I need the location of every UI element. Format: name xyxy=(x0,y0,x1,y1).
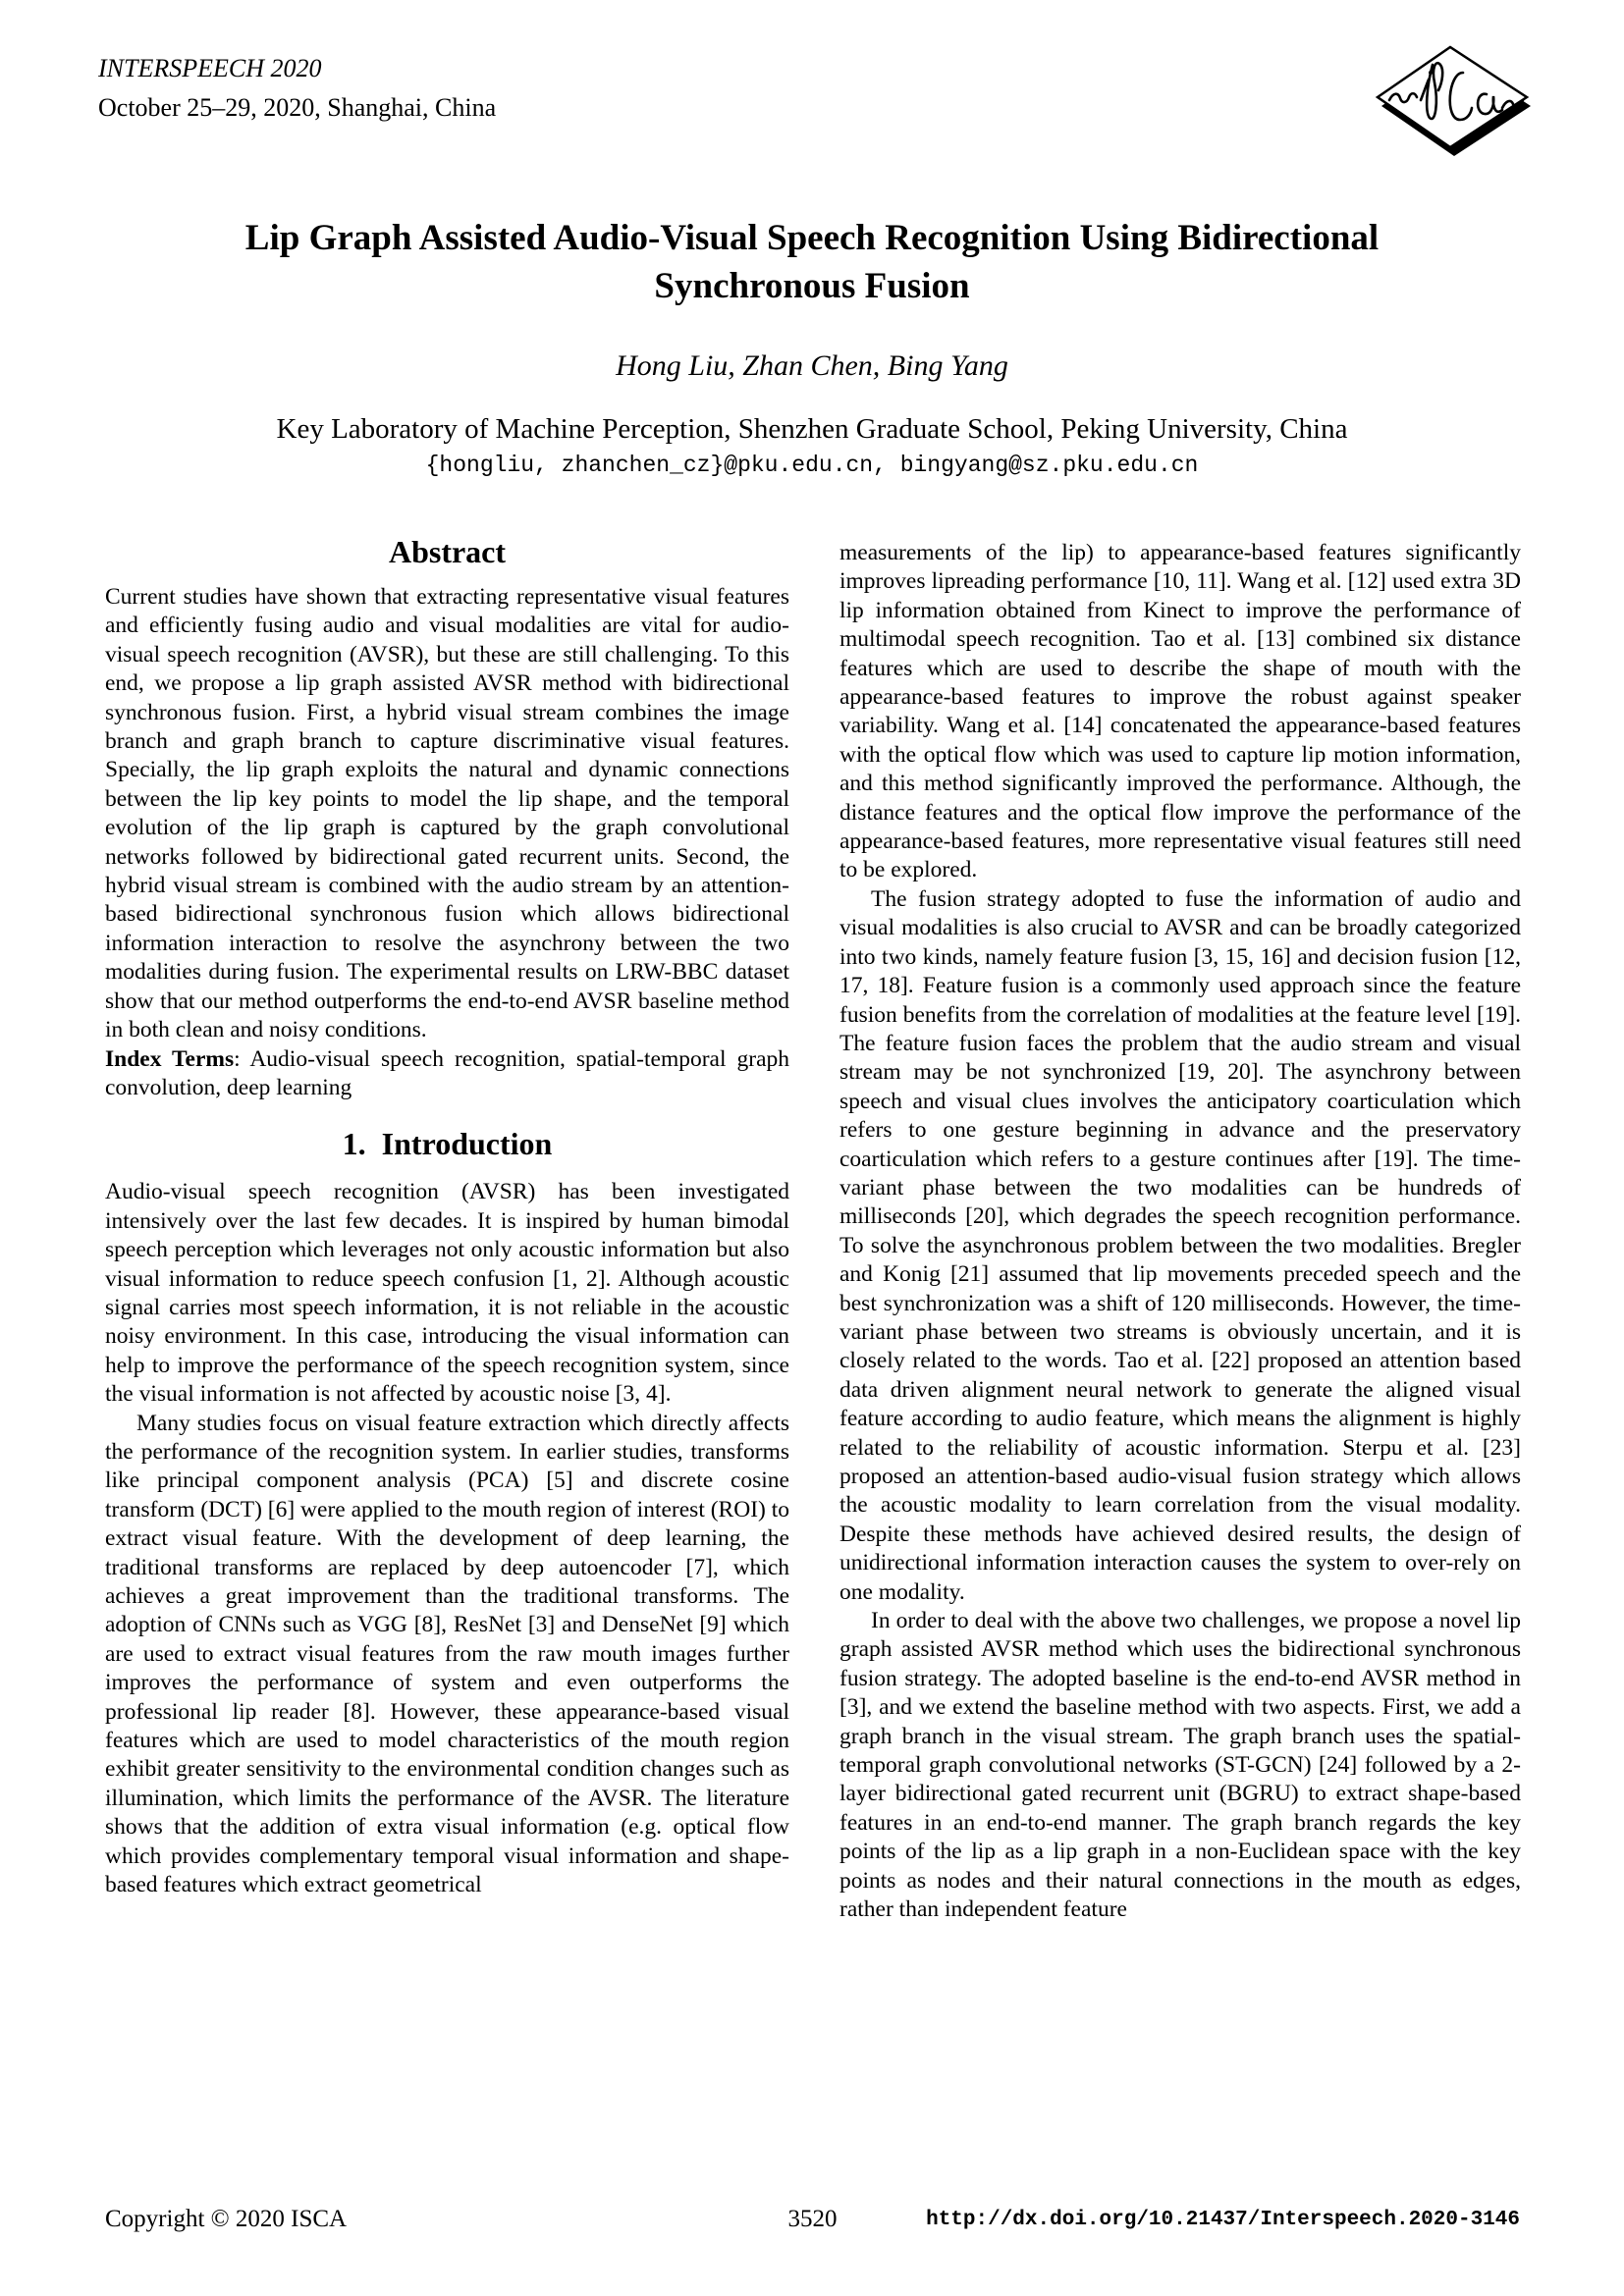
index-terms-label: Index Terms xyxy=(105,1045,235,1072)
section-number: 1. xyxy=(342,1126,366,1162)
abstract-text: Current studies have shown that extracting representative visual features and efficiently fusing audio and visual modalities are vital for audio-visual speech recognition (AVSR), but these are still challenging. To this end, we propose a lip graph assisted AVSR method with bidirectional synchronous fusion. First, a hybrid visual stream combines the image branch and graph branch to capture discriminative visual features. Specially, the lip graph exploits the natural and dynamic connections between the lip key points to model the lip shape, and the temporal evolution of the lip graph is captured by the graph convolutional networks followed by bidirectional gated recurrent units. Second, the hybrid visual stream is combined with the audio stream by an attention-based bidirectional synchronous fusion which allows bidirectional information interaction to resolve the asynchrony between the two modalities during fusion. The experimental results on LRW-BBC dataset show that our method outperforms the end-to-end AVSR baseline method in both clean and noisy conditions. xyxy=(105,584,789,1043)
index-terms xyxy=(105,1045,789,1103)
copyright-notice: Copyright © 2020 ISCA xyxy=(105,2206,348,2232)
intro-paragraph: Audio-visual speech recognition (AVSR) has been investigated intensively over the last few decades. It is inspired by human bimodal speech perception which leverages not only acoustic information but also visual information to reduce speech confusion [1, 2]. Although acoustic signal carries most speech information, it is not reliable in the acoustic noisy environment. In this case, introducing the visual information can help to improve the performance of the speech recognition system, since the visual information is not affected by acoustic noise [3, 4]. xyxy=(105,1179,789,1408)
intro-paragraph: Many studies focus on visual feature extraction which directly affects the performance of the recognition system. In earlier studies, transforms like principal component analysis (PCA) [5] and discrete cosine transform (DCT) [6] were applied to the mouth region of interest (ROI) to extract visual feature. With the development of deep learning, the traditional transforms are replaced by deep autoencoder [7], which achieves a great improvement than the traditional transforms. The adoption of CNNs such as VGG [8], ResNet [3] and DenseNet [9] which are used to extract visual features from the raw mouth images further improves the performance of system and even outperforms the professional lip reader [8]. However, these appearance-based visual features which are used to model characteristics of the mouth region exhibit greater sensitivity to the environmental condition changes such as illumination, which limits the performance of the AVSR. The literature shows that the addition of extra visual information (e.g. optical flow which provides complementary temporal visual information and shape-based features which extract geometrical xyxy=(105,1410,789,1898)
abstract-heading: Abstract xyxy=(388,534,507,569)
page-number: 3520 xyxy=(787,2206,838,2232)
intro-paragraph: The fusion strategy adopted to fuse the information of audio and visual modalities is also crucial to AVSR and can be broadly categorized into two kinds, namely feature fusion [3, 15, 16] and decision fusion [12, 17, 18]. Feature fusion is a commonly used approach since the feature fusion benefits from the correlation of modalities at the feature level [19]. The feature fusion faces the problem that the audio stream and visual stream may be not synchronized [19, 20]. The asynchrony between speech and visual clues involves the anticipatory coarticulation which refers to one gesture beginning in advance and the preservatory coarticulation which refers to a gesture continues after [19]. The time-variant phase between the two modalities can be hundreds of milliseconds [20], which degrades the speech recognition performance. To solve the asynchronous problem between the two modalities. Bregler and Konig [21] assumed that lip movements preceded speech and the best synchronization was a shift of 120 milliseconds. However, the time-variant phase between two streams is obviously uncertain, and it is closely related to the words. Tao et al. [22] proposed an attention based data driven alignment neural network to generate the aligned visual feature according to audio feature, which means the alignment is highly related to the reliability of acoustic information. Sterpu et al. [23] proposed an attention-based audio-visual fusion strategy which allows the acoustic modality to learn correlation from the visual modality. Despite these methods have achieved desired results, the design of unidirectional information interaction causes the system to over-rely on one modality. xyxy=(839,885,1521,1605)
intro-paragraph: In order to deal with the above two challenges, we propose a novel lip graph assisted AVSR method which uses the bidirectional synchronous fusion strategy. The adopted baseline is the end-to-end AVSR method in [3], and we extend the baseline method with two aspects. First, we add a graph branch in the visual stream. The graph branch uses the spatial-temporal graph convolutional networks (ST-GCN) [24] followed by a 2-layer bidirectional gated recurrent unit (BGRU) to extract shape-based features in an end-to-end manner. The graph branch regards the key points of the lip as a lip graph in a non-Euclidean space with the key points as nodes and their natural connections in the mouth as edges, rather than independent feature xyxy=(839,1608,1521,1923)
doi-link[interactable]: http://dx.doi.org/10.21437/Interspeech.2020-3146 xyxy=(926,2209,1520,2231)
conference-header xyxy=(98,49,496,128)
paper-title-line2: Synchronous Fusion xyxy=(654,266,970,306)
author-names: Hong Liu, Zhan Chen, Bing Yang xyxy=(616,349,1008,382)
right-column xyxy=(839,539,1521,1925)
index-terms-text: : Audio-visual speech recognition, spatial-temporal graph convolution, deep learning xyxy=(105,1045,789,1100)
conference-name: INTERSPEECH 2020 xyxy=(98,54,322,82)
intro-paragraph: measurements of the lip) to appearance-based features significantly improves lipreading performance [10, 11]. Wang et al. [12] used extra 3D lip information obtained from Kinect to improve the performance of multimodal speech recognition. Tao et al. [13] combined six distance features which are used to describe the shape of mouth with the appearance-based features to improve the robust against speaker variability. Wang et al. [14] concatenated the appearance-based features with the optical flow which was used to capture lip motion information, and this method significantly improved the performance. Although, the distance features and the optical flow improve the performance of the appearance-based features, more representative visual features still need to be explored. xyxy=(839,540,1521,883)
conference-dateline: October 25–29, 2020, Shanghai, China xyxy=(98,93,497,122)
isca-diamond-logo xyxy=(1370,35,1537,168)
paper-title xyxy=(0,214,1624,310)
author-emails: {hongliu, zhanchen_cz}@pku.edu.cn, bingyang@sz.pku.edu.cn xyxy=(425,453,1199,478)
paper-title-line1: Lip Graph Assisted Audio-Visual Speech Recognition Using Bidirectional xyxy=(244,218,1380,258)
affiliation: Key Laboratory of Machine Perception, Shenzhen Graduate School, Peking University, China xyxy=(276,413,1348,445)
section-title: Introduction xyxy=(381,1126,553,1162)
section-heading-introduction xyxy=(105,1127,789,1160)
page-footer xyxy=(105,2206,1520,2245)
left-column xyxy=(105,535,789,1899)
